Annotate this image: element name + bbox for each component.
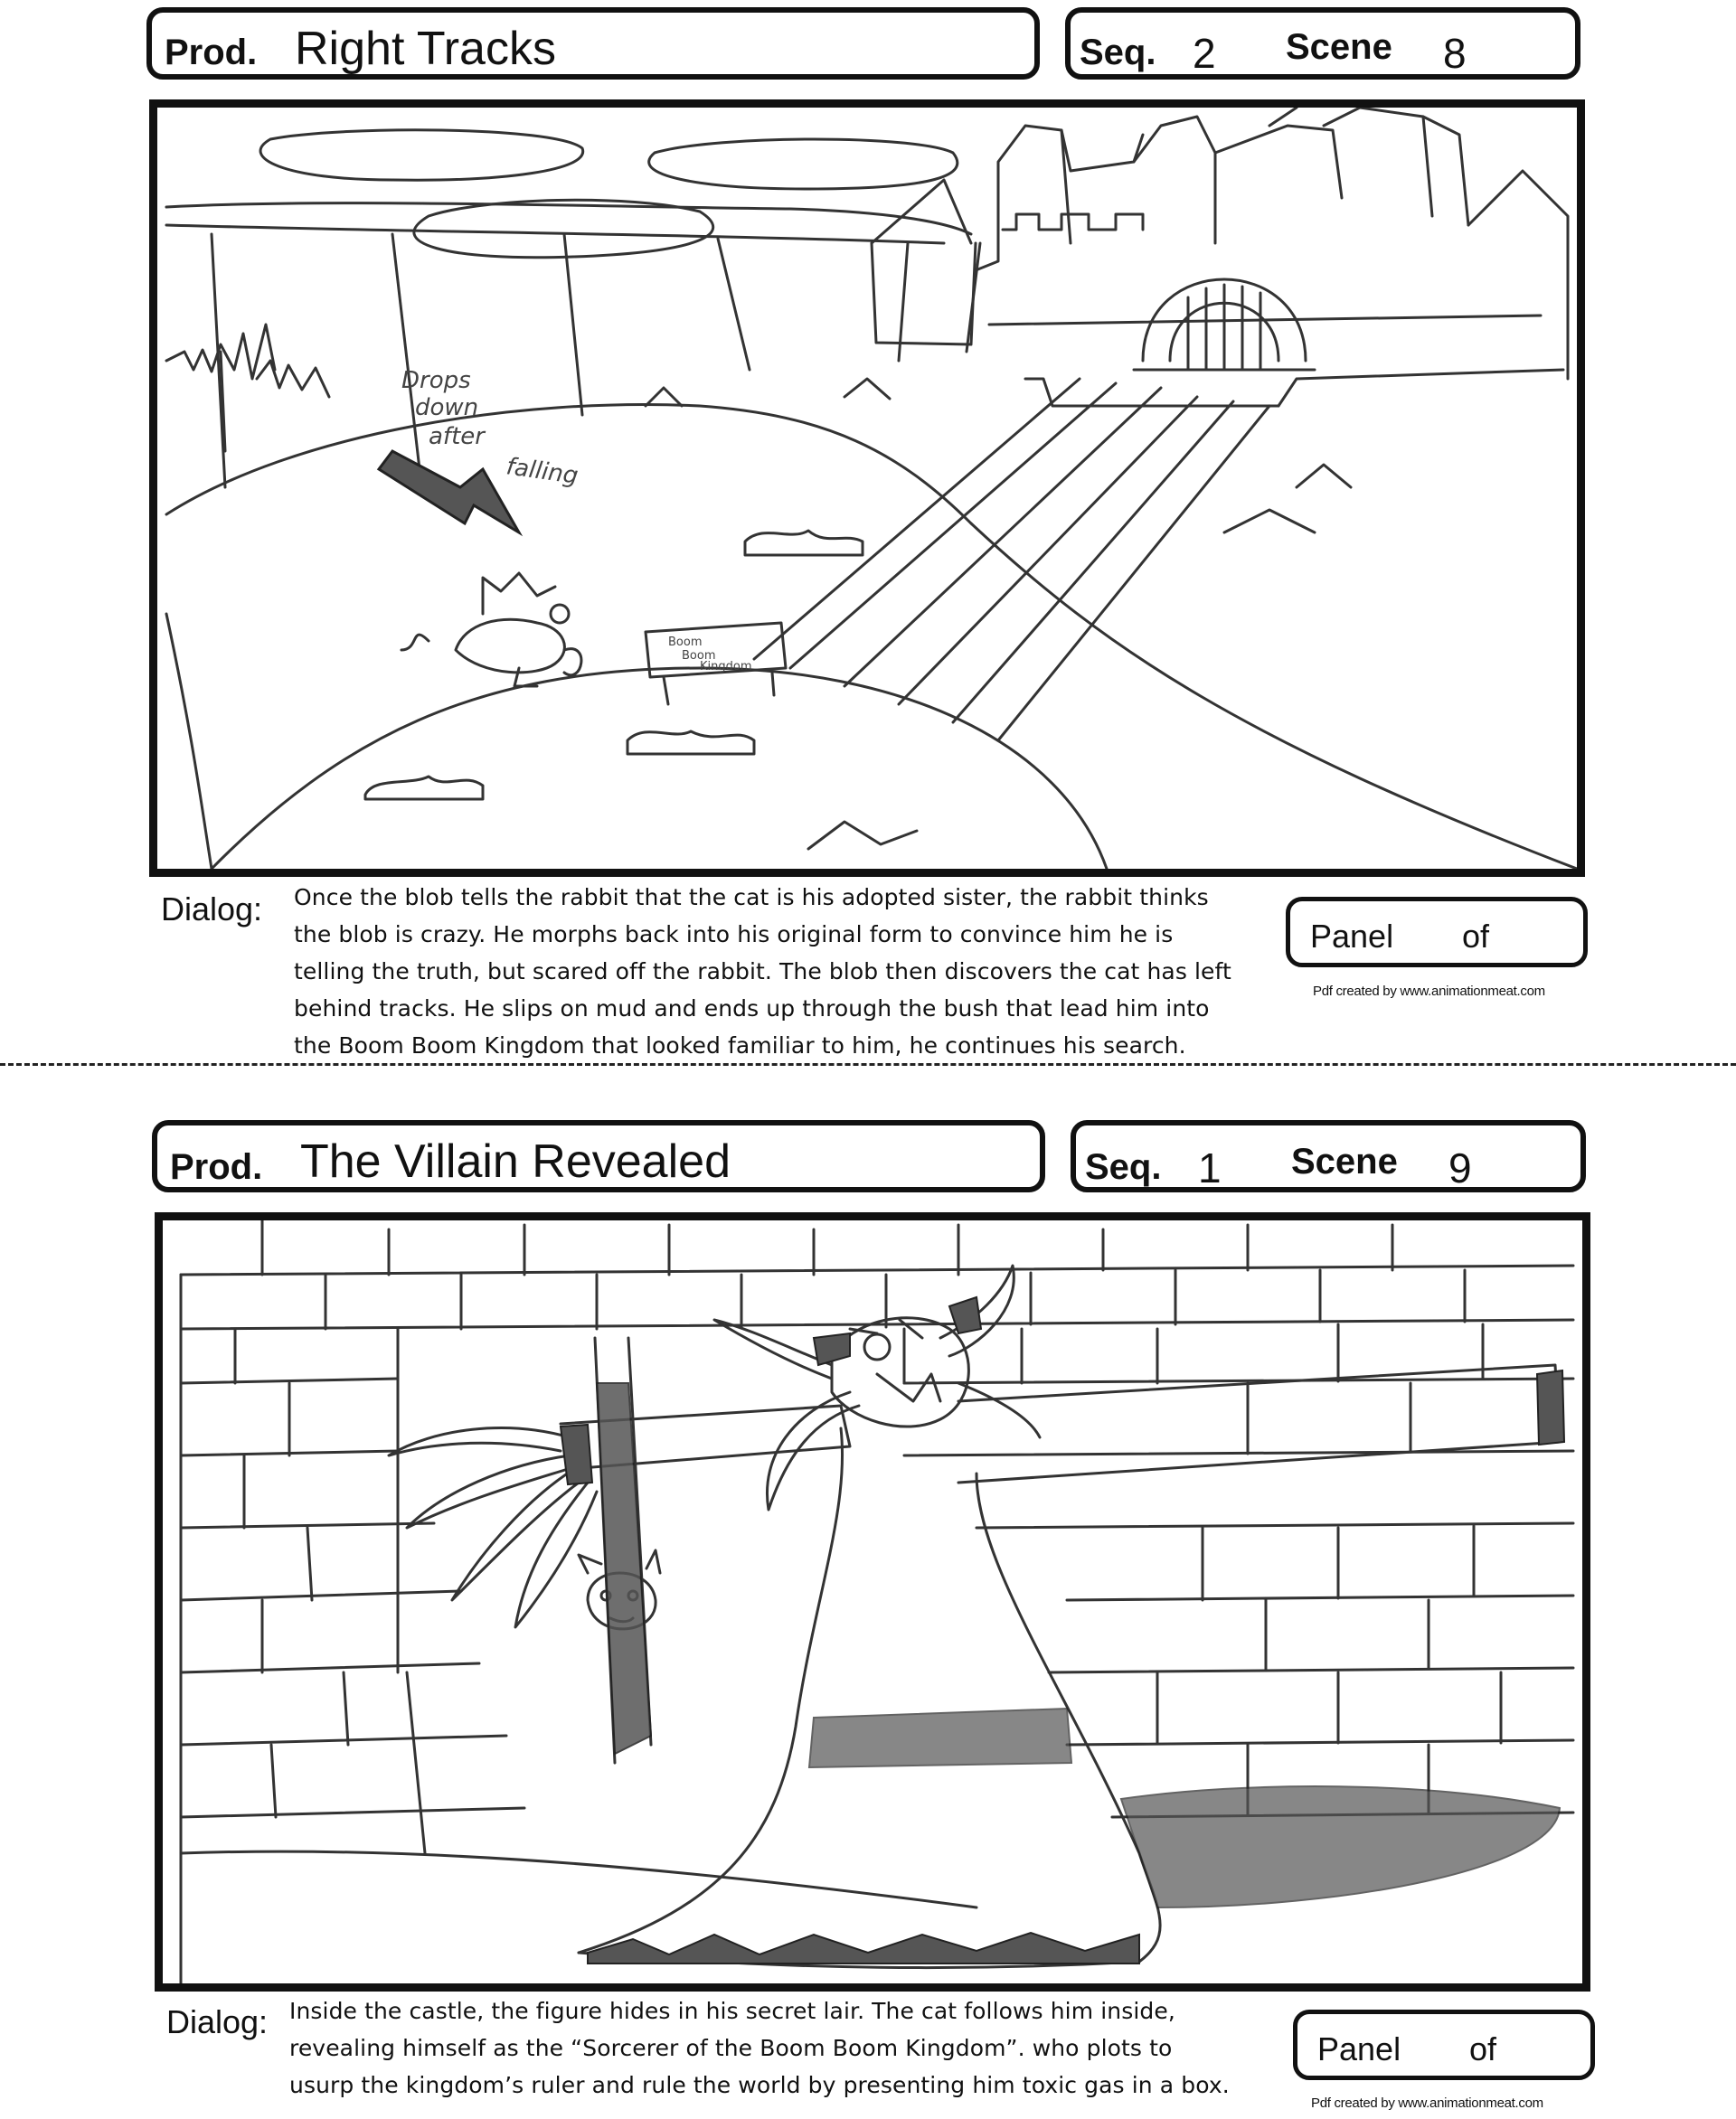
seq-number: 1 xyxy=(1198,1144,1222,1191)
production-title: Right Tracks xyxy=(295,23,556,75)
storyboard-sheet-2 xyxy=(0,1112,1736,2119)
panel-label: Panel xyxy=(1317,2030,1401,2067)
dialog-text xyxy=(289,1992,1293,2104)
production-title-box xyxy=(152,1120,1045,1192)
seq-number: 2 xyxy=(1193,30,1216,77)
dialog-text xyxy=(294,879,1288,1064)
panel-label: Panel xyxy=(1310,918,1394,955)
dialog-line: the blob is crazy. He morphs back into his original form to convince him he is xyxy=(294,921,1174,947)
scene-label: Scene xyxy=(1291,1142,1398,1182)
storyboard-frame-sketch-2 xyxy=(155,1212,1590,1992)
sequence-scene-box xyxy=(1065,7,1580,80)
annotation-line-4: falling xyxy=(505,453,580,491)
dialog-label: Dialog: xyxy=(166,2003,269,2040)
prod-label: Prod. xyxy=(165,33,258,72)
production-title-box xyxy=(146,7,1040,80)
sign-text-line-2: Boom xyxy=(682,649,716,663)
annotation-line-1: Drops xyxy=(401,367,471,394)
panel-number-box xyxy=(1286,897,1588,967)
cut-line-divider xyxy=(0,1063,1736,1066)
dialog-line: Once the blob tells the rabbit that the cat is his adopted sister, the rabbit thinks xyxy=(294,884,1209,910)
seq-label: Seq. xyxy=(1080,33,1156,72)
scene-number: 8 xyxy=(1443,30,1467,77)
panel-number-box xyxy=(1293,2010,1595,2080)
villain-lair-sketch xyxy=(163,1220,1582,1983)
sign-text-line-1: Boom xyxy=(668,636,703,649)
dialog-line: Inside the castle, the figure hides in his secret lair. The cat follows him inside, xyxy=(289,1998,1175,2024)
panel-of-label: of xyxy=(1462,918,1490,955)
panel-of-label: of xyxy=(1469,2030,1497,2067)
dialog-line: telling the truth, but scared off the rabbit. The blob then discovers the cat has left xyxy=(294,958,1231,984)
scene-label: Scene xyxy=(1286,27,1392,67)
pdf-credit: Pdf created by www.animationmeat.com xyxy=(1313,984,1545,999)
prod-label: Prod. xyxy=(170,1147,263,1187)
production-title: The Villain Revealed xyxy=(300,1135,731,1188)
dialog-line: behind tracks. He slips on mud and ends up through the bush that lead him into xyxy=(294,995,1210,1022)
storyboard-frame-sketch-1 xyxy=(149,99,1585,877)
seq-label: Seq. xyxy=(1085,1147,1162,1187)
scene-number: 9 xyxy=(1448,1144,1472,1191)
pdf-credit: Pdf created by www.animationmeat.com xyxy=(1311,2095,1543,2111)
dialog-label: Dialog: xyxy=(161,890,263,928)
annotation-line-2: down xyxy=(415,394,479,421)
dialog-line: revealing himself as the “Sorcerer of the Boom Boom Kingdom”. who plots to xyxy=(289,2035,1173,2061)
sign-text-line-3: Kingdom xyxy=(700,660,752,673)
sequence-scene-box xyxy=(1071,1120,1586,1192)
annotation-line-3: after xyxy=(429,423,485,450)
castle-landscape-sketch xyxy=(157,108,1577,869)
dialog-line: the Boom Boom Kingdom that looked familiar to him, he continues his search. xyxy=(294,1032,1186,1059)
dialog-line: usurp the kingdom’s ruler and rule the world by presenting him toxic gas in a box. xyxy=(289,2072,1230,2098)
